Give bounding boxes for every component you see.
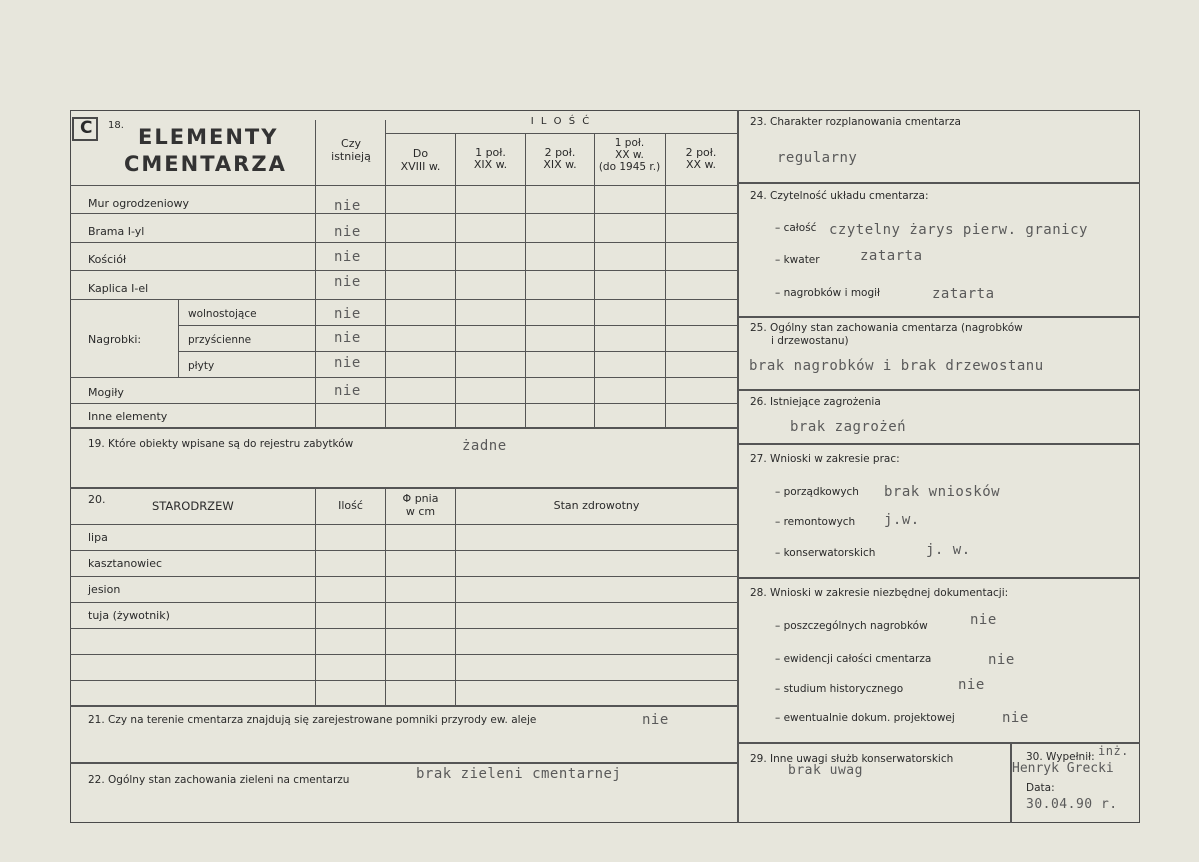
q30-date-label: Data: [1026, 782, 1055, 794]
q28-item-tombs: – poszczególnych nagrobków [775, 620, 928, 632]
q23-value: regularny [777, 150, 858, 166]
row-value-chapel: nie [334, 274, 361, 290]
q27-item-conservation: – konserwatorskich [775, 547, 876, 559]
row-label-wall: Mur ogrodzeniowy [88, 197, 189, 210]
q28-item-records: – ewidencji całości cmentarza [775, 653, 932, 665]
q21-value: nie [642, 712, 669, 728]
q25-value: brak nagrobków i brak drzewostanu [749, 358, 1044, 374]
row-value-gate: nie [334, 224, 361, 240]
trees-number: 20. [88, 493, 106, 506]
q24-item-quarters: – kwater [775, 254, 820, 266]
tree-row-thuja: tuja (żywotnik) [88, 609, 170, 622]
trees-title: STARODRZEW [152, 499, 234, 513]
q28-item-history: – studium historycznego [775, 683, 904, 695]
row-value-wall: nie [334, 198, 361, 214]
q26-label: 26. Istniejące zagrożenia [750, 396, 881, 408]
tomb-row-wall: przyścienne [188, 334, 252, 346]
tombs-label: Nagrobki: [88, 333, 142, 346]
tree-row-ash: jesion [88, 583, 121, 596]
q27-label: 27. Wnioski w zakresie prac: [750, 453, 900, 465]
quantity-header: I L O Ś Ć [530, 116, 592, 127]
col-exists-header: Czy istnieją [331, 137, 371, 163]
q28-value-records: nie [988, 652, 1015, 668]
tomb-value-wall: nie [334, 330, 361, 346]
q24-value-tombs: zatarta [932, 286, 995, 302]
tomb-row-freestanding: wolnostojące [188, 308, 257, 320]
q22-label: 22. Ogólny stan zachowania zieleni na cmentarzu [88, 774, 350, 786]
tree-row-linden: lipa [88, 531, 108, 544]
col-header-1-xix: 1 poł. XIX w. [473, 146, 508, 171]
q23-label: 23. Charakter rozplanowania cmentarza [750, 116, 961, 128]
q28-label: 28. Wnioski w zakresie niezbędnej dokumentacji: [750, 587, 1009, 599]
tomb-value-slabs: nie [334, 355, 361, 371]
q30-label: 30. Wypełnił: [1026, 751, 1095, 763]
section-title-line2: CMENTARZA [124, 152, 287, 176]
row-value-church: nie [334, 249, 361, 265]
q19-label: 19. Które obiekty wpisane są do rejestru zabytków [88, 438, 354, 450]
tree-row-chestnut: kasztanowiec [88, 557, 163, 570]
q27-item-cleanup: – porządkowych [775, 486, 859, 498]
row-label-church: Kościół [88, 253, 127, 266]
q22-value: brak zieleni cmentarnej [416, 766, 622, 782]
q27-item-repair: – remontowych [775, 516, 856, 528]
col-header-2-xx: 2 poł. XX w. [685, 146, 717, 171]
q30-value-title: inż. [1098, 744, 1129, 758]
q30-date-value: 30.04.90 r. [1026, 797, 1118, 812]
row-value-graves: nie [334, 383, 361, 399]
q24-label: 24. Czytelność układu cmentarza: [750, 190, 929, 202]
tomb-value-freestanding: nie [334, 306, 361, 322]
q24-item-whole: – całość [775, 222, 817, 234]
section-letter: C [80, 118, 93, 138]
q25-label-line1: 25. Ogólny stan zachowania cmentarza (nagrobków [750, 322, 1023, 334]
q24-value-whole: czytelny żarys pierw. granicy [829, 222, 1088, 238]
q21-label: 21. Czy na terenie cmentarza znajdują się zarejestrowane pomniki przyrody ew. aleje [88, 714, 537, 726]
section-number: 18. [108, 120, 124, 131]
trees-col-qty: Ilość [338, 499, 363, 512]
q24-value-quarters: zatarta [860, 248, 923, 264]
row-label-chapel: Kaplica I-el [88, 282, 149, 295]
q28-value-tombs: nie [970, 612, 997, 628]
q28-item-design: – ewentualnie dokum. projektowej [775, 712, 955, 724]
row-label-gate: Brama I-yl [88, 225, 145, 238]
q29-value: brak uwag [788, 763, 863, 778]
trees-col-health: Stan zdrowotny [553, 499, 640, 512]
section-title-line1: ELEMENTY [138, 125, 279, 149]
q25-label-line2: i drzewostanu) [771, 335, 849, 347]
row-label-other: Inne elementy [88, 410, 168, 423]
row-label-graves: Mogiły [88, 386, 124, 399]
col-header-1-xx: 1 poł. XX w. (do 1945 r.) [598, 137, 661, 173]
q27-value-repair: j.w. [884, 512, 920, 528]
q24-item-tombs: – nagrobków i mogił [775, 287, 881, 299]
q27-value-conservation: j. w. [926, 542, 971, 558]
q28-value-design: nie [1002, 710, 1029, 726]
q19-value: żadne [462, 438, 507, 454]
trees-col-diameter: Φ pnia w cm [402, 492, 439, 518]
tomb-row-slabs: płyty [188, 360, 215, 372]
col-header-2-xix: 2 poł. XIX w. [543, 146, 577, 171]
q26-value: brak zagrożeń [790, 419, 907, 435]
col-header-xviii: Do XVIII w. [400, 147, 441, 173]
q28-value-history: nie [958, 677, 985, 693]
q27-value-cleanup: brak wniosków [884, 484, 1001, 500]
q29-label: 29. Inne uwagi służb konserwatorskich [750, 753, 954, 765]
q30-value-name: Henryk Grecki [1012, 761, 1114, 776]
